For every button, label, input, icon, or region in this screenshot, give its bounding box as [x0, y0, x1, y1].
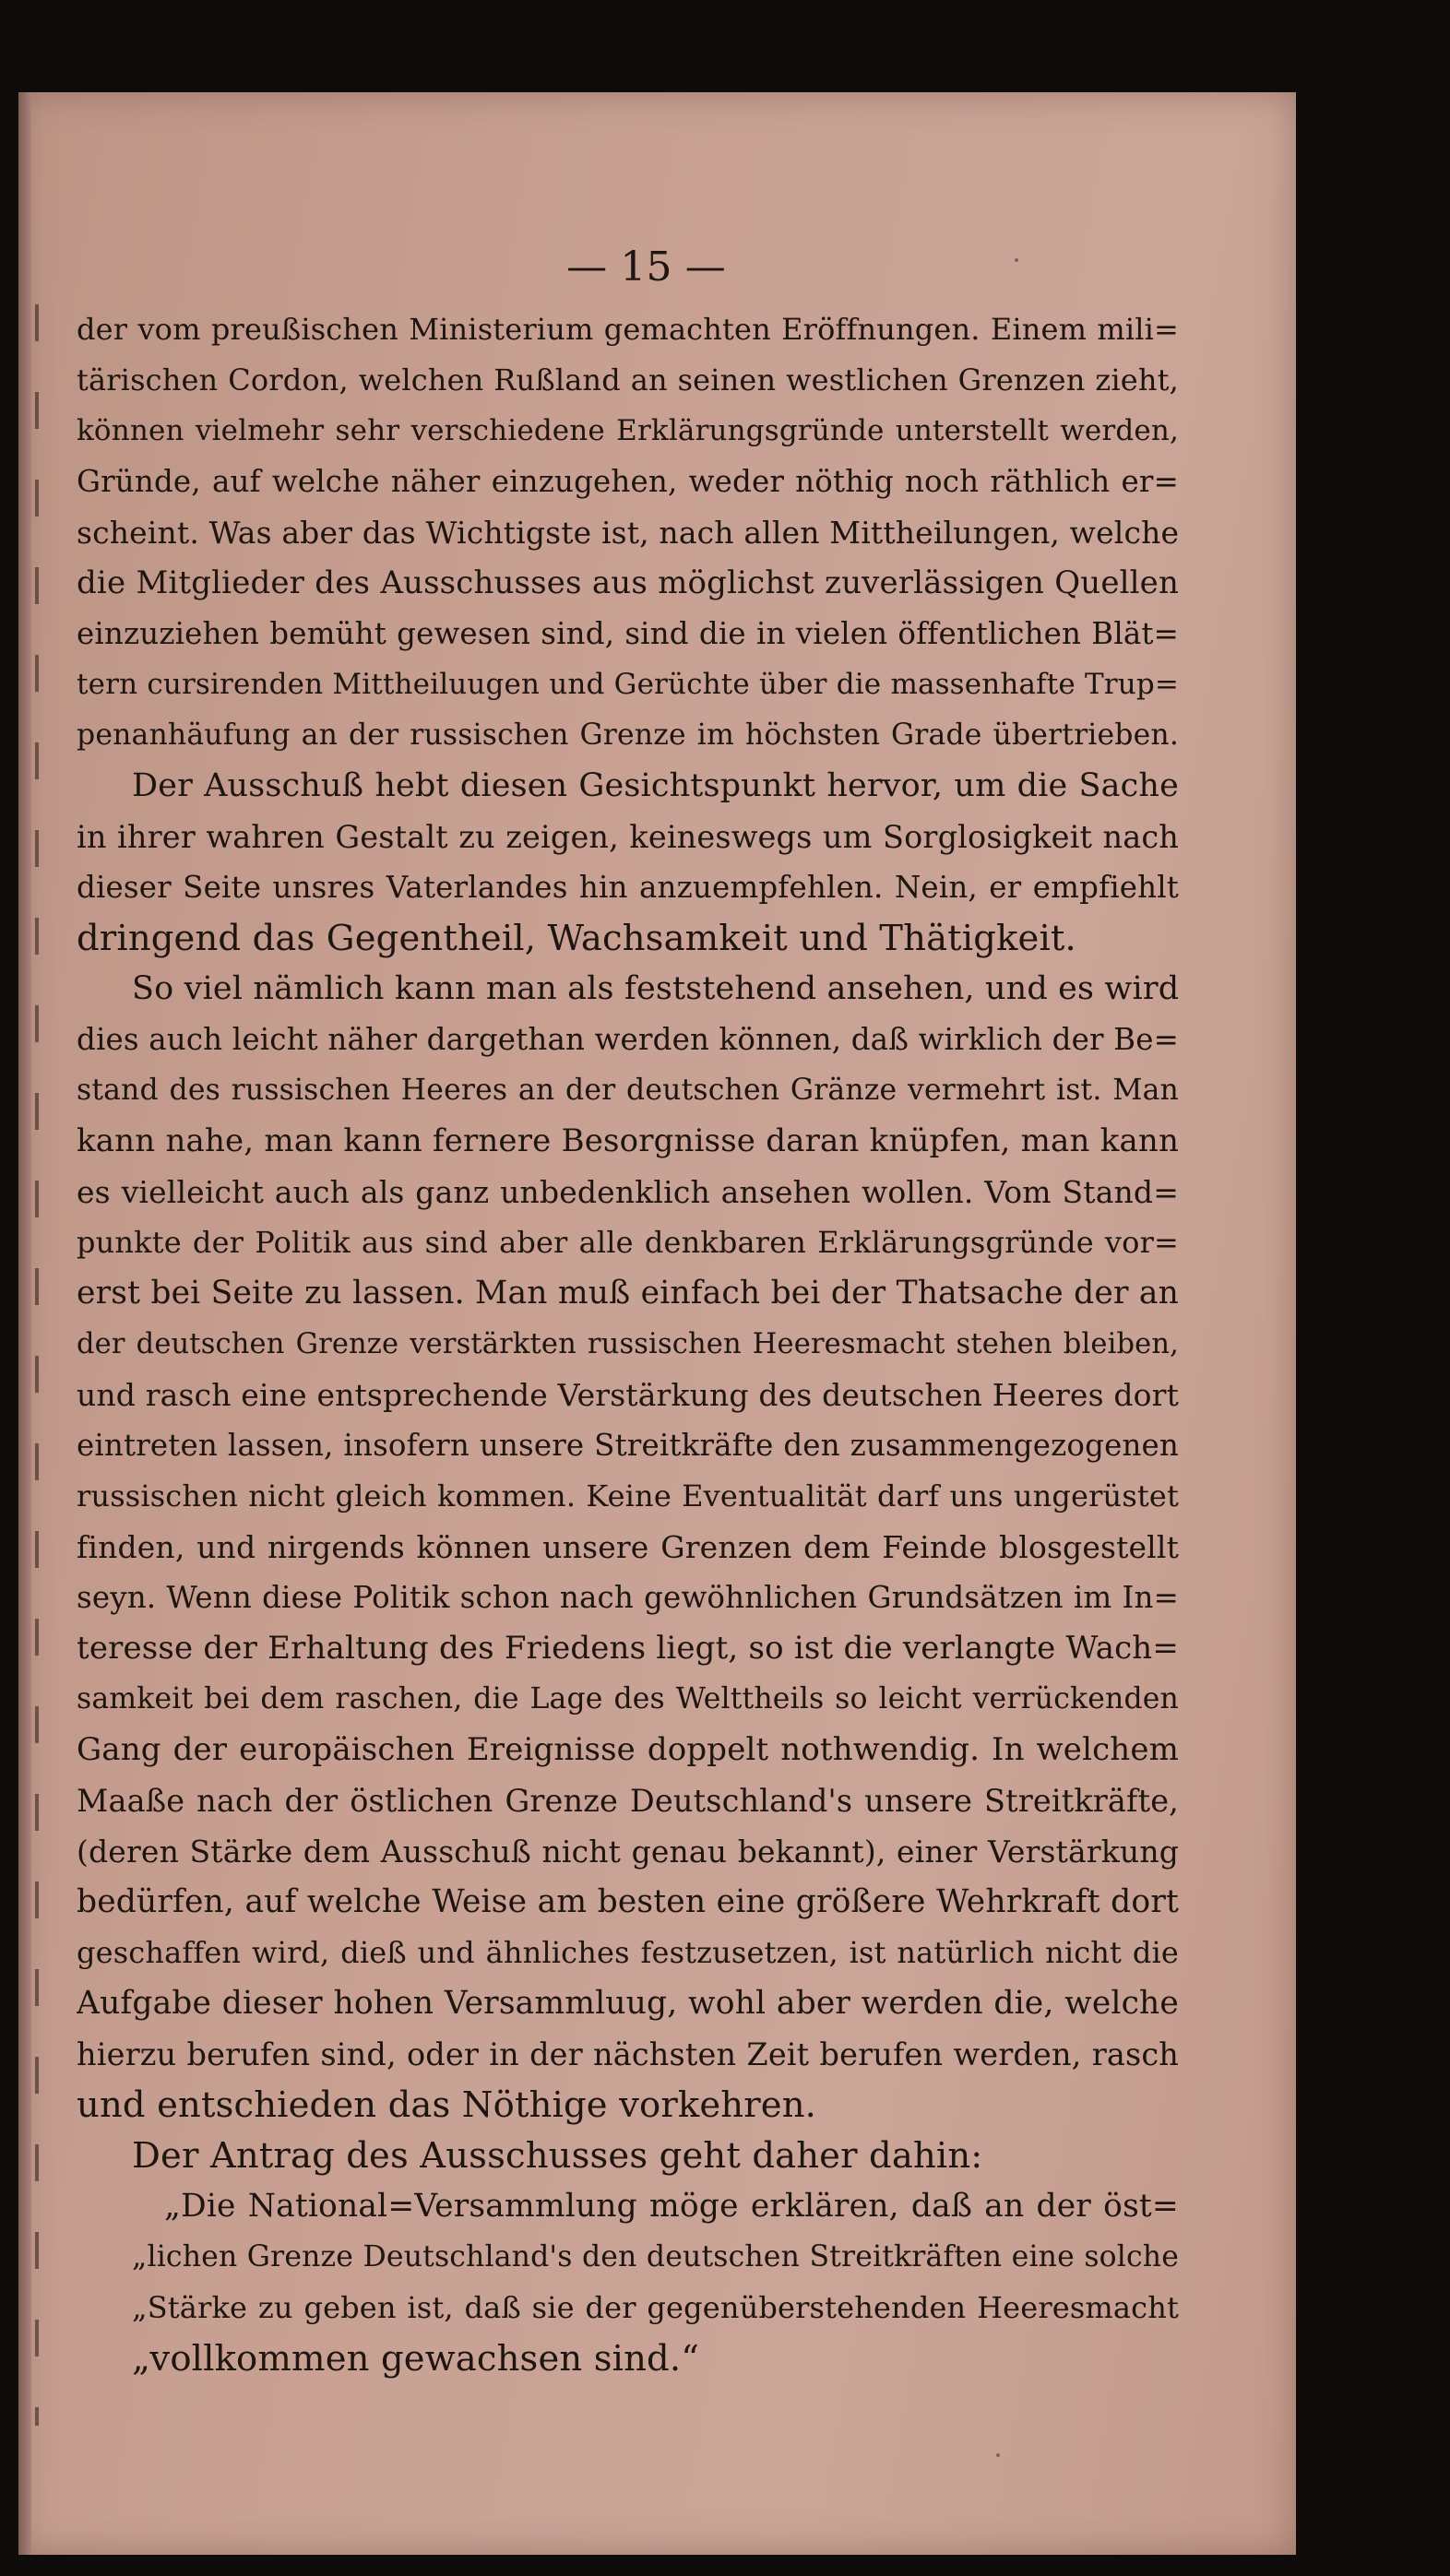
- text-line: Der Ausschuß hebt diesen Gesichtspunkt hervor, um die Sache: [132, 767, 1179, 804]
- text-line: dieser Seite unsres Vaterlandes hin anzuempfehlen. Nein, er empfiehlt: [77, 870, 1179, 905]
- text-line: dringend das Gegentheil, Wachsamkeit und Thätigkeit.: [77, 918, 1076, 959]
- book-page: [18, 92, 1296, 2555]
- text-line: finden, und nirgends können unsere Grenzen dem Feinde blosgestellt: [77, 1529, 1179, 1565]
- text-line: in ihrer wahren Gestalt zu zeigen, keineswegs um Sorglosigkeit nach: [77, 819, 1179, 855]
- text-line: der vom preußischen Ministerium gemachten Eröffnungen. Einem mili=: [77, 312, 1179, 347]
- text-line: eintreten lassen, insofern unsere Streitkräfte den zusammengezogenen: [77, 1428, 1179, 1463]
- text-line: kann nahe, man kann fernere Besorgnisse daran knüpfen, man kann: [77, 1122, 1179, 1159]
- text-line: „lichen Grenze Deutschland's den deutschen Streitkräften eine solche: [132, 2240, 1179, 2273]
- gutter-marks: [35, 304, 39, 2426]
- text-line: die Mitglieder des Ausschusses aus möglichst zuverlässigen Quellen: [77, 564, 1179, 601]
- text-line: Der Antrag des Ausschusses geht daher dahin:: [132, 2135, 983, 2177]
- text-line: hierzu berufen sind, oder in der nächsten Zeit berufen werden, rasch: [77, 2036, 1179, 2072]
- text-line: „Die National=Versammlung möge erklären, daß an der öst=: [164, 2188, 1179, 2225]
- text-line: (deren Stärke dem Ausschuß nicht genau bekannt), einer Verstärkung: [77, 1834, 1179, 1870]
- text-line: Aufgabe dieser hohen Versammluug, wohl aber werden die, welche: [77, 1985, 1179, 2022]
- text-line: samkeit bei dem raschen, die Lage des Welttheils so leicht verrückenden: [77, 1682, 1179, 1715]
- text-line: einzuziehen bemüht gewesen sind, sind die in vielen öffentlichen Blät=: [77, 616, 1179, 651]
- text-line: Gründe, auf welche näher einzugehen, weder nöthig noch räthlich er=: [77, 464, 1179, 499]
- text-line: dies auch leicht näher dargethan werden können, daß wirklich der Be=: [77, 1022, 1179, 1057]
- text-line: tärischen Cordon, welchen Rußland an seinen westlichen Grenzen zieht,: [77, 362, 1179, 398]
- text-line: und entschieden das Nöthige vorkehren.: [77, 2084, 817, 2126]
- text-line: und rasch eine entsprechende Verstärkung des deutschen Heeres dort: [77, 1377, 1179, 1413]
- text-line: penanhäufung an der russischen Grenze im höchsten Grade übertrieben.: [77, 718, 1179, 752]
- text-line: teresse der Erhaltung des Friedens liegt, so ist die verlangte Wach=: [77, 1630, 1179, 1667]
- text-line: scheint. Was aber das Wichtigste ist, nach allen Mittheilungen, welche: [77, 515, 1179, 551]
- page-number: — 15 —: [566, 243, 726, 291]
- text-line: erst bei Seite zu lassen. Man muß einfach bei der Thatsache der an: [77, 1275, 1179, 1312]
- paper-speck: [996, 2453, 1000, 2457]
- text-line: russischen nicht gleich kommen. Keine Eventualität darf uns ungerüstet: [77, 1478, 1179, 1514]
- text-line: können vielmehr sehr verschiedene Erklärungsgründe unterstellt werden,: [77, 414, 1179, 447]
- text-line: es vielleicht auch als ganz unbedenklich ansehen wollen. Vom Stand=: [77, 1174, 1179, 1210]
- page-text: [77, 240, 1179, 2384]
- text-lines: [77, 304, 1179, 2384]
- page-binding-edge: [18, 92, 31, 2555]
- text-line: Maaße nach der östlichen Grenze Deutschland's unsere Streitkräfte,: [77, 1783, 1179, 1819]
- text-line: punkte der Politik aus sind aber alle denkbaren Erklärungsgründe vor=: [77, 1225, 1179, 1260]
- text-line: Gang der europäischen Ereignisse doppelt nothwendig. In welchem: [77, 1731, 1179, 1768]
- text-line: So viel nämlich kann man als feststehend ansehen, und es wird: [132, 970, 1179, 1007]
- text-line: der deutschen Grenze verstärkten russischen Heeresmacht stehen bleiben,: [77, 1328, 1179, 1360]
- text-line: tern cursirenden Mittheiluugen und Gerüchte über die massenhafte Trup=: [77, 668, 1179, 701]
- text-line: stand des russischen Heeres an der deutschen Gränze vermehrt ist. Man: [77, 1074, 1179, 1107]
- text-line: seyn. Wenn diese Politik schon nach gewöhnlichen Grundsätzen im In=: [77, 1580, 1179, 1615]
- text-line: „Stärke zu geben ist, daß sie der gegenüberstehenden Heeresmacht: [132, 2290, 1179, 2325]
- text-line: „vollkommen gewachsen sind.“: [132, 2338, 700, 2380]
- text-line: geschaffen wird, dieß und ähnliches festzusetzen, ist natürlich nicht die: [77, 1935, 1179, 1970]
- text-line: bedürfen, auf welche Weise am besten eine größere Wehrkraft dort: [77, 1883, 1179, 1920]
